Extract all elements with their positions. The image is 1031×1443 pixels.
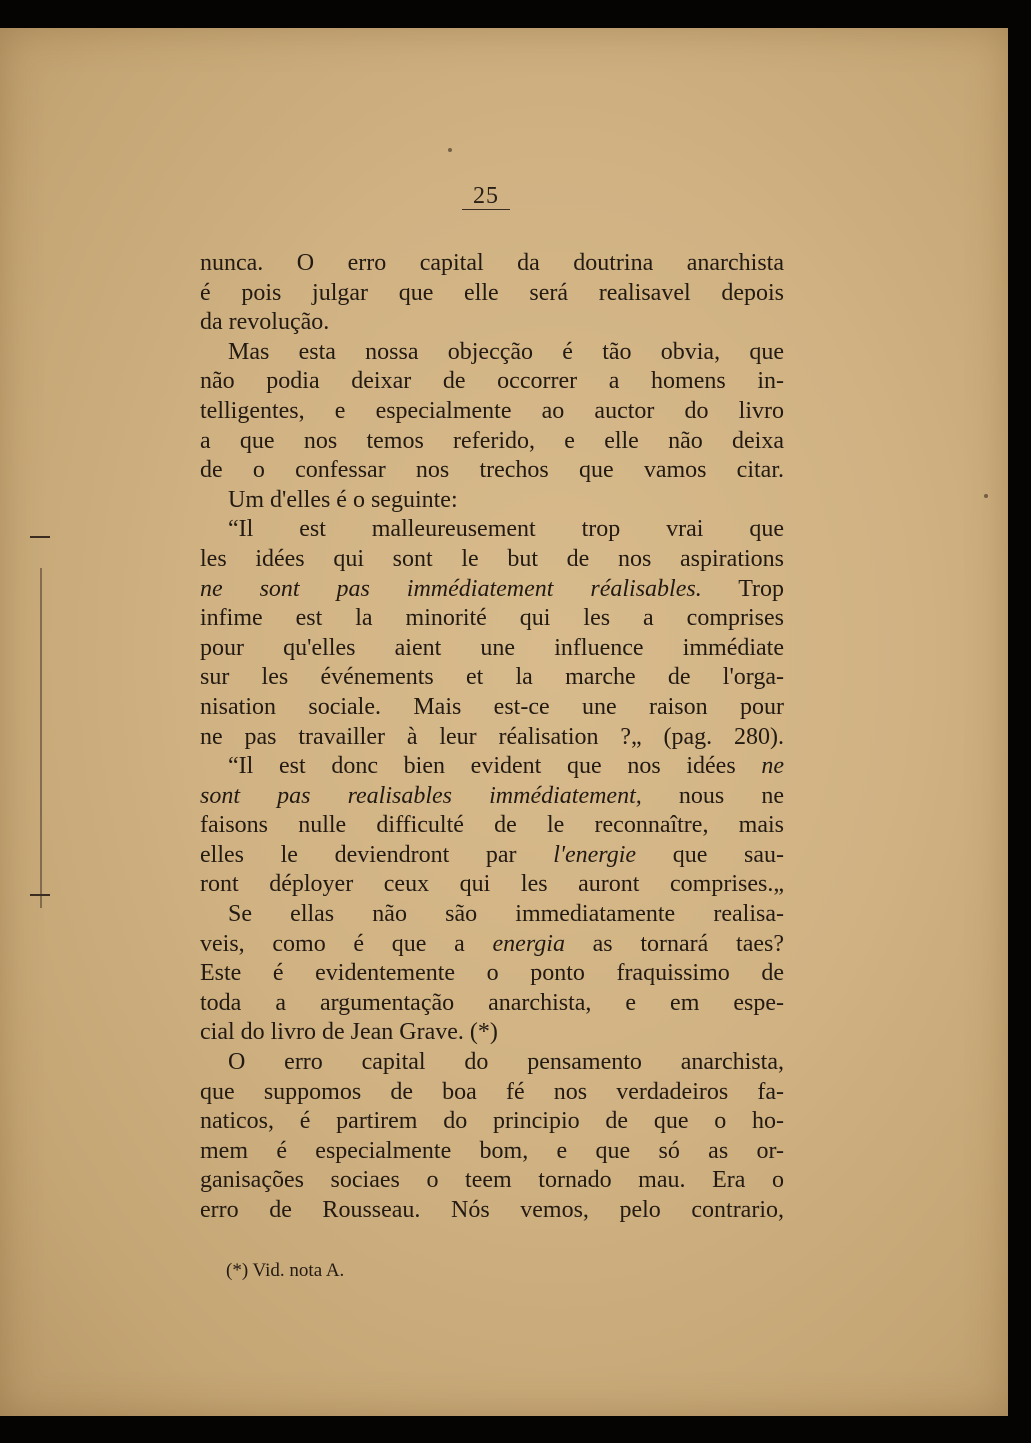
text-line	[200, 1018, 784, 1048]
text-line	[200, 693, 784, 723]
line-text: Se ellas não são immediatamente realisa-	[228, 901, 784, 928]
text-line	[200, 545, 784, 575]
line-text: les idées qui sont le but de nos aspirations	[200, 545, 784, 572]
italic-text: sont pas realisables immédiatement,	[200, 782, 642, 809]
line-text: da revolução.	[200, 309, 330, 336]
line-text: telligentes, e especialmente ao auctor do livro	[200, 397, 784, 424]
line-text: “Il est malleureusement trop vrai que	[228, 516, 784, 543]
line-text: pour qu'elles aient une influence immédiate	[200, 634, 784, 661]
text-line	[200, 427, 784, 457]
paper-speck	[448, 148, 452, 152]
line-text: Este é evidentemente o ponto fraquissimo de	[200, 960, 784, 987]
line-text: veis, como é que a	[200, 930, 493, 957]
line-text: sur les événements et la marche de l'orga-	[200, 664, 784, 691]
text-line	[200, 723, 784, 753]
line-text: nisation sociale. Mais est-ce une raison pour	[200, 693, 784, 720]
text-line	[200, 515, 784, 545]
italic-text: ne sont pas immédiatement réalisables.	[200, 575, 702, 602]
line-text: Mas esta nossa objecção é tão obvia, que	[228, 338, 784, 365]
line-text: ront déployer ceux qui les auront comprises.„	[200, 871, 784, 898]
text-line	[200, 811, 784, 841]
line-text: é pois julgar que elle será realisavel depois	[200, 279, 784, 306]
line-text: infime est la minorité qui les a comprises	[200, 605, 784, 632]
text-line	[200, 634, 784, 664]
binding-mark	[40, 568, 42, 908]
line-text: as tornará taes?	[564, 930, 784, 957]
text-line	[200, 575, 784, 605]
line-text: erro de Rousseau. Nós vemos, pelo contrario,	[200, 1197, 784, 1223]
line-text: a que nos temos referido, e elle não deixa	[200, 427, 784, 454]
line-text: Um d'elles é o seguinte:	[228, 486, 458, 513]
text-line	[200, 397, 784, 427]
text-line	[200, 663, 784, 693]
line-text: ne pas travailler à leur réalisation ?„ (pag. 280).	[200, 723, 784, 750]
text-line	[200, 959, 784, 989]
line-text: O erro capital do pensamento anarchista,	[228, 1049, 784, 1076]
text-line	[200, 1166, 784, 1196]
text-line	[200, 1137, 784, 1167]
text-line	[200, 367, 784, 397]
binding-tick	[30, 894, 50, 896]
line-text: toda a argumentação anarchista, e em espe-	[200, 989, 784, 1016]
line-text: “Il est donc bien evident que nos idées	[228, 753, 762, 780]
binding-tick	[30, 536, 50, 538]
footnote: (*) Vid. nota A.	[226, 1260, 345, 1281]
text-line	[200, 486, 784, 516]
body-text	[200, 249, 784, 1226]
line-text: nous ne	[641, 782, 784, 809]
line-text: que suppomos de boa fé nos verdadeiros fa-	[200, 1078, 784, 1105]
text-line	[200, 1078, 784, 1108]
line-text: cial do livro de Jean Grave. (*)	[200, 1019, 498, 1046]
text-line	[200, 752, 784, 782]
text-line	[200, 338, 784, 368]
text-line	[200, 1107, 784, 1137]
line-text: não podia deixar de occorrer a homens in-	[200, 368, 784, 395]
line-text: que sau-	[636, 841, 785, 868]
line-text: nunca. O erro capital da doutrina anarchista	[200, 250, 784, 276]
page-number-rule	[462, 209, 510, 210]
paper-speck	[984, 494, 988, 498]
book-page	[0, 28, 1008, 1416]
page-number: 25	[473, 183, 499, 209]
line-text: mem é especialmente bom, e que só as or-	[200, 1137, 784, 1164]
text-line	[200, 1048, 784, 1078]
text-line	[200, 870, 784, 900]
line-text: faisons nulle difficulté de le reconnaître, mais	[200, 812, 784, 839]
text-line	[200, 930, 784, 960]
text-line	[200, 308, 784, 338]
text-line	[200, 1196, 784, 1226]
line-text: ganisações sociaes o teem tornado mau. Era o	[200, 1167, 784, 1194]
line-text: de o confessar nos trechos que vamos citar.	[200, 457, 784, 484]
text-line	[200, 900, 784, 930]
line-text: naticos, é partirem do principio de que o ho-	[200, 1108, 784, 1135]
italic-text: energia	[492, 930, 565, 957]
text-line	[200, 456, 784, 486]
line-text: Trop	[701, 575, 785, 602]
text-line	[200, 841, 784, 871]
line-text: elles le deviendront par	[200, 841, 554, 868]
text-line	[200, 989, 784, 1019]
text-line	[200, 249, 784, 279]
italic-text: ne	[761, 753, 784, 780]
text-line	[200, 279, 784, 309]
italic-text: l'energie	[553, 841, 637, 868]
text-line	[200, 604, 784, 634]
text-line	[200, 782, 784, 812]
